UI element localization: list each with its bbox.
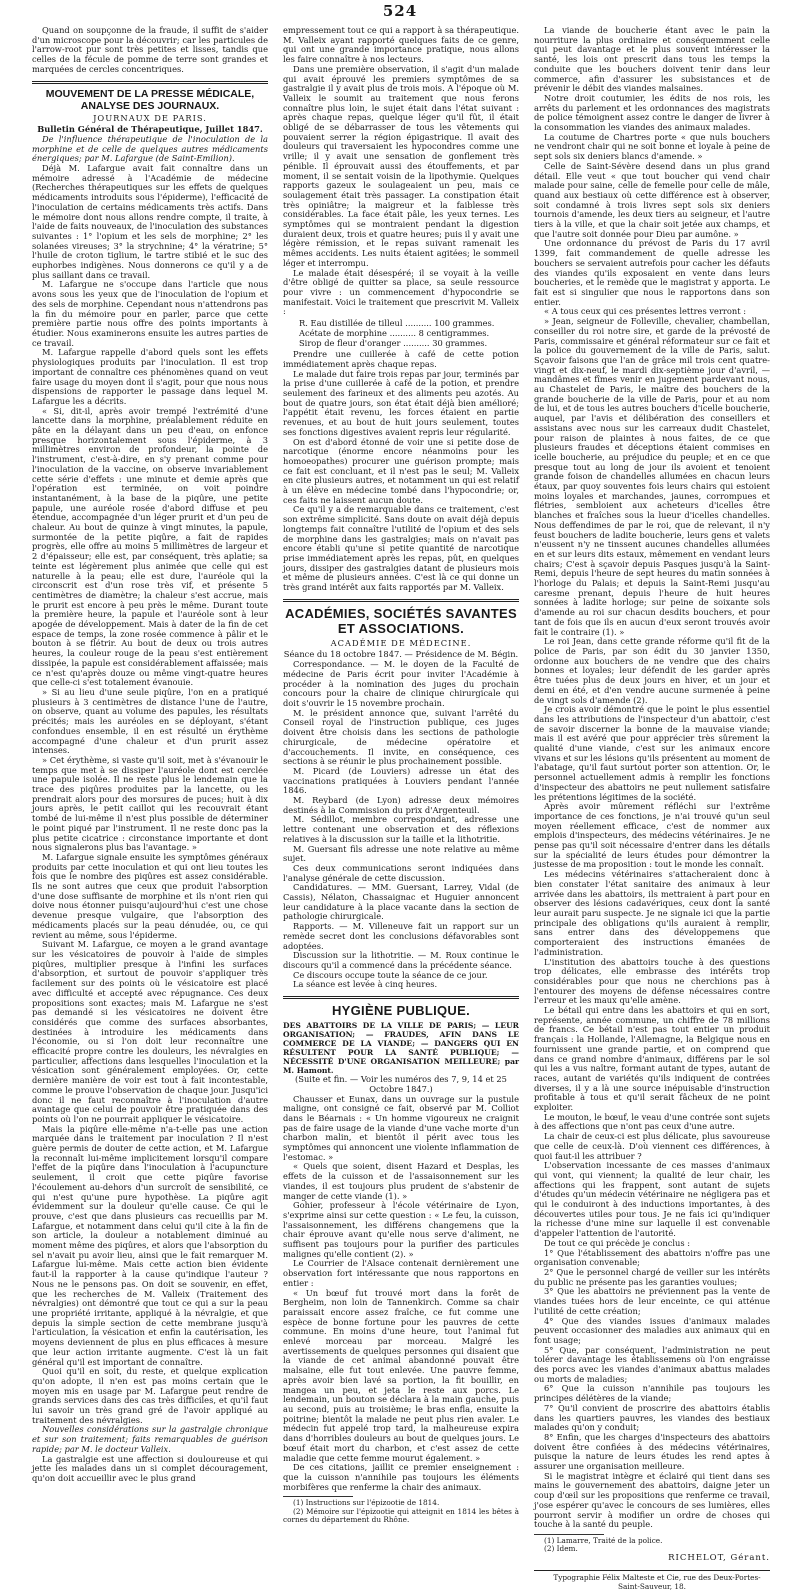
- prescription-line: Sirop de fleur d'oranger .......... 30 grammes.: [299, 337, 488, 348]
- paragraph: Le bétail qui entre dans les abattoirs et qui en sort, représente, année commune, un chiffre de 78 millions de francs. Ce bétail n'est pas tout entier un produit français : la Hollande, l'Allemagne, la Belgique nous en fournissent une grande partie, et on comprend que dans ce grand nombre d'animaux, différens par le sol qui les a vus naître, formant autant de types, autant de races, autant de variétés qu'ils indiquent de contrées diverses, il y a là une source inépuisable d'instruction profitable à tous et qu'il serait fâcheux de ne point exploiter.: [534, 1005, 770, 1113]
- prescription-line: R. Eau distillée de tilleul .......... 100 grammes.: [299, 318, 495, 329]
- paragraph: » Si au lieu d'une seule piqûre, l'on en a pratiqué plusieurs à 3 centimètres de distance l'une de l'autre, on observe, quant au volume des papules, les résultats précités; mais les auréoles en se déployant, s'étant confondues ensemble, il en est résulté un érythème accompagné d'une chaleur et d'un prurit assez intenses.: [32, 687, 268, 756]
- paragraph: La coutume de Chartres porte « que nuls bouchers ne vendront chair qui ne soit bonne et loyale à peine de sept sols six deniers blancs d'amende. »: [534, 131, 770, 162]
- prescription-item: Acétate de morphine: [299, 327, 387, 338]
- paragraph: Candidatures. — MM. Guersant, Larrey, Vidal (de Cassis), Nélaton, Chassaignac et Huguier annoncent leur candidature à la place vacante dans la section de pathologie chirurgicale.: [283, 882, 519, 922]
- footnote-divider: [283, 1496, 353, 1497]
- paragraph: Ce qu'il y a de remarquable dans ce traitement, c'est son extrême simplicité. Sans doute on avait déjà depuis longtemps fait connaître l'utilité de l'opium et des sels de morphine dans les gastralgies; mais on n'avait pas encore établi qu'une si petite quantité de narcotique prise immédiatement après les repas, pût, en quelques jours, dissiper des gastralgies datant de plusieurs mois et même de plusieurs années. C'est là ce qui donne un très grand intérêt aux faits rapportés par M. Valleix.: [283, 504, 519, 593]
- column-1: [32, 25, 268, 1483]
- paragraph: Déjà M. Lafargue avait fait connaître dans un mémoire adressé à l'Académie de médecine (Recherches thérapeutiques sur les effets de quelques médicaments introduits sous l'épiderme), l'efficacité de l'inoculation de certains médicaments très actifs. Dans le mémoire dont nous allons rendre compte, il traite, à l'aide de faits nouveaux, de l'inoculation des substances suivantes : 1° l'opium et les sels de morphine; 2° les solanées vireuses; 3° la strychnine; 4° la vératrine; 5° l'huile de croton tiglium, le tartre stibié et le suc des euphorbes indigènes. Nous donnerons ce qu'il y a de plus saillant dans ce travail.: [32, 163, 268, 280]
- paragraph: Si le magistrat intègre et éclairé qui tient dans ses mains le gouvernement des abattoirs, daigne jeter un coup d'œil sur les propositions que renferme ce travail, j'ose espérer qu'avec le concours de ses lumières, elles pourront servir à modifier un ordre de choses qui touche à la santé du peuple.: [534, 1470, 770, 1530]
- paragraph: Notre droit coutumier, les édits de nos rois, les arrêts du parlement et les ordonnances des magistrats de police témoignent assez contre le danger de livrer à la consommation les viandes des animaux malades.: [534, 92, 770, 133]
- footnote: (2) Mémoire sur l'épizootie qui atteignit en 1814 les bêtes à cornes du département du Rhône.: [283, 1506, 519, 1525]
- intro-paragraph: Quand on soupçonne de la fraude, il suffit de s'aider d'un microscope pour la découvrir; car les particules de l'arrow-root pur sont très petites et lisses, tandis que celles de la fécule de pomme de terre sont grandes et marquées de cercles concentriques.: [32, 25, 268, 74]
- paragraph: Après avoir mûrement réfléchi sur l'extrême importance de ces fonctions, je n'ai trouvé qu'un seul moyen réellement efficace, c'est de nommer aux emplois d'inspecteurs, des médecins vétérinaires. Je ne pense pas qu'il soit nécessaire d'entrer dans les détails sur la spécialité de leurs études pour démontrer la justesse de ma proposition : tout le monde les connaît.: [534, 801, 770, 870]
- prescription-dose: 30 grammes.: [432, 337, 488, 348]
- conclusion-item: 8° Enfin, que les charges d'inspecteurs des abattoirs doivent être confiées à des médecins vétérinaires, puisque la nature de leurs études les rend aptes à assurer une organisation meilleure.: [534, 1431, 770, 1472]
- footnote-divider: [534, 1534, 604, 1535]
- hygiene-article-header: DES ABATTOIRS DE LA VILLE DE PARIS; — LEUR ORGANISATION; — FRAUDES, AFIN DANS LE COMMERCE DE LA VIANDE; — DANGERS QUI EN RÉSULTENT POUR LA SANTÉ PUBLIQUE; — NÉCESSITÉ D'UNE ORGANISATION MEILLEURE; par M. Hamont.: [283, 1021, 519, 1076]
- paragraph: empressement tout ce qui a rapport à sa thérapeutique. M. Valleix ayant rapporté quelques faits de ce genre, qui ont une grande importance pratique, nous allons les faire connaître à nos lecteurs.: [283, 25, 519, 65]
- paragraph: La séance est levée à cinq heures.: [293, 979, 438, 990]
- paragraph: L'observation incessante de ces masses d'animaux qui vont, qui viennent; la qualité de leur chair, les affections qui les frappent, sont autant de sujets d'études qu'un médecin vétérinaire ne négligera pas et qui le conduiront à des inductions importantes, à des découvertes utiles pour tous. Je ne fais ici qu'indiquer la richesse d'une mine sur laquelle il est convenable d'appeler l'attention de l'autorité.: [534, 1160, 770, 1239]
- paragraph: De tout ce qui précède je conclus :: [544, 1237, 691, 1248]
- column-3: [534, 25, 770, 1592]
- paragraph: » Jean, seigneur de Folleville, chevalier, chambellan, conseiller du roi notre sire, et garde de la prévosté de Paris, commissaire et général réformateur sur ce fait et la police du gouvernement de la ville de Paris, salut. Sçavoir faisons que l'an de grâce mil trois cent quatre-vingt et dix-neuf, le mardi dix-septième jour d'avril, — mandâmes et fîmes venir en jugement pardevant nous, au Chastelet de Paris, le maître des bouchers de la grande boucherie de la ville de Paris, pour et au nom de lui, et de tous les autres bouchers d'icelle boucherie, auquel, par l'avis et délibération des conseillers et assistans avec nous sur les carreaux dudit Chastelet, pour raison de plaintes à nous faites, de ce que plusieurs fraudes et déceptions étaient commises en icelle boucherie, au préjudice du peuple; et en ce que presque tout au long de jour ils avoient et tenoient grande foison de chandelles allumées en chacun leurs étaux, par quoy souventes fois leurs chairs qui estoient moins loyales et marchandes, jaunes, corrompues et flétries, sembloient aux acheteurs d'icelles être blanches et fraîches sous la lueur d'icelles chandelles. Nous deffendimes de par le roi, que de relevant, il n'y feust bouchers de ladite boucherie, leurs gens et valets n'eussent n'y ne tinssent aucunes chandelles allumées en et sur leurs dits estaux, mêmement en vendant leurs chairs; C'est à sçavoir depuis Pasques jusqu'à la Saint-Remi, depuis l'heure de sept heures du matin sonnées à l'horloge du Palais; et depuis la Saint-Remi jusqu'au caresme prenant, depuis l'heure de huit heures sonnées à ladite horloge; sur peine de soixante sols d'amende au roi sur chacun desdits bouchers, et pour tant de fois que ils en aucun d'eux seront trouvés avoir fait le contraire (1). »: [534, 316, 770, 637]
- conclusion-item: 4° Que des viandes issues d'animaux malades peuvent occasionner des maladies aux animaux qui en font usage;: [534, 1315, 770, 1345]
- subsection-title-journaux: JOURNAUX DE PARIS.: [93, 112, 207, 123]
- section-divider: [283, 599, 519, 602]
- conclusion-item: 1° Que l'établissement des abattoirs n'offre pas une organisation convenable;: [534, 1247, 770, 1268]
- paragraph: Correspondance. — M. le doyen de la Faculté de médecine de Paris écrit pour inviter l'Académie à procéder à la nomination des juges du prochain concours pour la chaire de clinique chirurgicale qui doit s'ouvrir le 15 novembre prochain.: [283, 659, 519, 708]
- paragraph: M. Lafargue ne s'occupe dans l'article que nous avons sous les yeux que de l'inoculation de l'opium et des sels de morphine. Cependant nous n'attendrons pas la fin du mémoire pour en parler, parce que cette première partie nous offre des points importants à étudier. Nous examinerons ensuite les autres parties de ce travail.: [32, 279, 268, 348]
- conclusion-item: 7° Qu'il convient de proscrire des abattoirs établis dans les quartiers pauvres, les viandes des bestiaux malades qu'on y conduit;: [534, 1402, 770, 1433]
- column-2: [283, 25, 519, 1525]
- article-heading-inoculation: De l'influence thérapeutique de l'inoculation de la morphine et de celle de quelques autres médicaments énergiques; par M. Lafargue (de Saint-Emilion).: [32, 133, 268, 164]
- paragraph: M. Reybard (de Lyon) adresse deux mémoires destinés à la Commission du prix d'Argenteuil.: [283, 795, 519, 815]
- paragraph: M. Lafargue signale ensuite les symptômes généraux produits par cette inoculation et qui ont lieu toutes les fois que le nombre des piqûres est assez considérable. Ils ne sont autres que ceux que produit l'absorption d'une dose suffisante de morphine et ils n'ont rien qui doive nous étonner puisqu'aujourd'hui c'est une chose devenue presque vulgaire, que l'absorption des médicaments placés sur la peau dénudée, ou, ce qui revient au même, sous l'épiderme.: [32, 851, 268, 940]
- paragraph: Celle de Saint-Sévère desend dans un plus grand détail. Elle veut « que tout boucher qui vend chair malade pour saine, celle de femelle pour celle de mâle, quand aux bestiaux où cette différence est à observer, soit condamné à trois livres sept sols six deniers tournois d'amende, les deux tiers au seigneur, et l'autre tiers à la ville, et que la chair soit jetée aux champs, et que l'autre soit donnée pour Dieu par aumône. »: [534, 160, 770, 239]
- conclusion-item: 5° Que, par conséquent, l'administration ne peut tolérer davantage les établissemens où l'on engraisse des porcs avec les viandes d'animaux abattus malades ou morts de maladies;: [534, 1344, 770, 1384]
- paragraph: Mais la piqûre elle-même n'a-t-elle pas une action marquée dans le traitement par inoculation ? Il n'est guère permis de douter de cette action, et M. Lafargue la reconnaît lui-même implicitement lorsqu'il compare l'effet de la piqûre dans l'inoculation à l'acupuncture seulement, il croit que cette piqûre favorise l'écoulement au-dehors d'un surcroît de sensibilité, ce qui n'est qu'une pure hypothèse. La piqûre agit évidemment sur la douleur qu'elle cause. Ce qui le prouve, c'est que dans plusieurs cas recueillis par M. Lafargue, et notamment dans celui qu'il cite à la fin de son article, la douleur a notablement diminué au moment même des piqûres, et alors que l'absorption du sel n'avait pu avoir lieu, ainsi que le fait remarquer M. Lafargue lui-même. Mais cette action bien évidente faut-il la rapporter à la cause qu'indique l'auteur ? Nous ne le pensons pas. On doit se souvenir, en effet, que les recherches de M. Valleix (Traitement des névralgies) ont démontré que tout ce qui a sur la peau une propriété irritante, appliqué à la névralgie, et que depuis la simple section de cette membrane jusqu'à l'articulation, la vésication et enfin la cautérisation, les moyens deviennent de plus en plus efficaces à mesure que leur action irritante augmente. C'est là un fait général qu'il est important de connaître.: [32, 1123, 268, 1367]
- session-line: Séance du 18 octobre 1847. — Présidence de M. Bégin.: [283, 649, 519, 660]
- paragraph: Suivant M. Lafargue, ce moyen a le grand avantage sur les vésicatoires de pouvoir à l'aide de simples piqûres, multiplier presque à l'infini les surfaces d'absorption, et surtout de pouvoir s'appliquer très facilement sur des points où le vésicatoire est placé avec difficulté et accepté avec répugnance. Ces deux propositions sont exactes; mais M. Lafargue ne s'est pas demandé si les vésicatoires ne doivent être considérés que comme des surfaces absorbantes, destinées à introduire les médicaments dans l'économie, ou si l'on doit leur reconnaître une efficacité propre contre les douleurs, les névralgies en particulier, affections dans lesquelles l'inoculation et la vésication sont généralement employées. Or, cette dernière manière de voir est tout à fait incontestable, comme le prouve l'observation de chaque jour. Jusqu'ici donc il ne faut reconnaître à l'inoculation d'autre avantage que celui de pouvoir être pratiquée dans des points où l'on ne pourrait appliquer le vésicatoire.: [32, 939, 268, 1124]
- prescription-block: [299, 319, 519, 348]
- section-title-presse: MOUVEMENT DE LA PRESSE MÉDICALE, ANALYSE DES JOURNAUX.: [45, 87, 255, 112]
- paragraph: » Cet érythème, si vaste qu'il soit, met à s'évanouir le temps que met à se dissiper l'auréole dont est cerclée une papule isolée. Il ne reste plus le lendemain que la trace des piqûres produites par la lancette, ou les prendrait alors pour des morsures de puces; huit à dix jours après, le petit caillot qui les recouvrait étant tombé de lui-même il n'est plus possible de déterminer le point piqué par l'instrument. Il ne reste donc pas la plus petite cicatrice : circonstance importante et dont nous signalerons plus bas l'avantage. »: [32, 754, 268, 853]
- paragraph: L'institution des abattoirs touche à des questions trop délicates, elle embrasse des intérêts trop considérables pour que nous ne cherchions pas à l'entourer des moyens de défense nécessaires contre l'erreur et les maux qu'elle amène.: [534, 956, 770, 1006]
- paragraph: M. Lafargue rappelle d'abord quels sont les effets physiologiques produits par l'inoculation. Il est trop important de connaître ces phénomènes quand on veut faire usage du moyen dont il s'agit, pour que nous nous dispensions de rapporter le passage dans lequel M. Lafargue les a décrits.: [32, 347, 268, 406]
- footnote: (2) Idem.: [544, 1544, 578, 1554]
- hygiene-suite-note: (Suite et fin. — Voir les numéros des 7, 9, 14 et 25 Octobre 1847.): [295, 1074, 507, 1094]
- paragraph: La chair de ceux-ci est plus délicate, plus savoureuse que celle de ceux-là. D'où viennent ces différences, à quoi faut-il les attribuer ?: [534, 1131, 770, 1161]
- prescription-item: R. Eau distillée de tilleul: [299, 318, 403, 329]
- paragraph: Gohier, professeur à l'école vétérinaire de Lyon, s'exprime ainsi sur cette question : « Le feu, la cuisson, l'assaisonnement, les différens changemens que la chair éprouve avant qu'elle nous serve d'aliment, ne suffisent pas toujours pour la purifier des particules malignes qu'elle contient (2). »: [283, 1200, 519, 1259]
- paragraph: Ce discours occupe toute la séance de ce jour.: [293, 969, 488, 980]
- paragraph: M. Sédillot, membre correspondant, adresse une lettre contenant une observation et des réflexions relatives à la discussion sur la taille et la lithotritie.: [283, 814, 519, 844]
- bulletin-line: Bulletin Général de Thérapeutique, Juillet 1847.: [37, 124, 263, 135]
- paragraph: Le Courrier de l'Alsace contenait dernièrement une observation fort intéressante que nous rapportons en entier :: [283, 1258, 519, 1288]
- paragraph: M. Picard (de Louviers) adresse un état des vaccinations pratiquées à Louviers pendant l'année 1846.: [283, 765, 519, 796]
- paragraph: De ces citations, jaillit ce premier enseignement : que la cuisson n'annihile pas toujours les éléments morbifères que renferme la chair des animaux.: [283, 1462, 519, 1492]
- paragraph: « Quels que soient, disent Hazard et Desplas, les effets de la cuisson et de l'assaisonnement sur les viandes, il est toujours plus prudent de s'abstenir de manger de cette viande (1). »: [283, 1161, 519, 1201]
- paragraph: « A tous ceux qui ces présentes lettres verront :: [544, 306, 747, 317]
- section-divider: [32, 81, 268, 84]
- paragraph: M. Guersant fils adresse une note relative au même sujet.: [283, 843, 519, 864]
- paragraph: Chausser et Eunax, dans un ouvrage sur la pustule maligne, ont consigné ce fait, observé par M. Colliot dans le Béarnais : « Un homme vigoureux ne craignit pas de faire usage de la viande d'une vache morte d'un charbon malin, et bientôt il périt avec tous les symptômes qui annoncent une violente inflammation de l'estomac. »: [283, 1093, 519, 1162]
- printer-imprint: Typographie Félix Malteste et Cie, rue des Deux-Portes-Saint-Sauveur, 18.: [553, 1572, 761, 1592]
- paragraph: Une ordonnance du prévost de Paris du 17 avril 1399, fait commandement de quelle adresse les bouchers se servaient autrefois pour cacher les défauts des viandes qu'ils exposaient en vente dans leurs boucheries, et le remède que le magistrat y apporta. Le fait est si singulier que nous le rapportons dans son entier.: [534, 238, 770, 307]
- paragraph: Quoi qu'il en soit, du reste, et quelque explication qu'on adopte, il n'en est pas moins certain que le moyen mis en usage par M. Lafargue peut rendre de grands services dans des cas très difficiles, et qu'il faut lui savoir un très grand gré de l'avoir appliqué au traitement des névralgies.: [32, 1366, 268, 1425]
- paragraph: On est d'abord étonné de voir une si petite dose de narcotique (énorme encore néanmoins pour les homoeopathes) procurer une guérison prompte; mais ce fait est concluant, et il n'est pas le seul; M. Valleix en cite plusieurs autres, et notamment un qui est relatif à un élève en médecine tombé dans l'hypocondrie; or, ces faits ne laissent aucun doute.: [283, 436, 519, 505]
- conclusion-item: 3° Que les abattoirs ne préviennent pas la vente de viandes tuées hors de leur enceinte, ce qui atténue l'utilité de cette création;: [534, 1286, 770, 1316]
- paragraph: Le malade était désespéré; il se voyait à la veille d'être obligé de quitter sa place, sa seule ressource pour vivre : un commencement d'hypocondrie se manifestait. Voici le traitement que prescrivit M. Valleix :: [283, 267, 519, 317]
- prescription-dose: 8 centigrammes.: [418, 327, 490, 338]
- paragraph: La gastralgie est une affection si douloureuse et qui jette les malades dans un si complet découragement, qu'on doit accueillir avec le plus grand: [32, 1453, 268, 1483]
- paragraph: « Un bœuf fut trouvé mort dans la forêt de Bergheim, non loin de Tannenkirch. Comme sa chair paraissait encore assez fraîche, ce fut comme une espèce de bonne fortune pour les pauvres de cette commune. En moins d'une heure, tout l'animal fut enlevé morceau par morceau. Malgré les avertissements de quelques personnes qui disaient que la viande de cet animal abandonné pouvait être malsaine, elle fut tout enlevée. Une pauvre femme, après avoir bien lavé sa portion, la fit bouillir, en mangea un peu, et jeta le reste aux porcs. Le lendemain, un bouton se déclara à la main gauche, puis au second, puis au troisième; le bras enfla, ensuite la poitrine; bientôt la malade ne peut plus rien avaler. Le médecin fut appelé trop tard, la malheureuse expira dans d'horribles douleurs au bout de quelques jours. Le bœuf était mort du charbon, et c'est assez de cette maladie que cette femme mourut également. »: [283, 1287, 519, 1463]
- paragraph: Je crois avoir démontré que le point le plus essentiel dans les attributions de l'inspecteur d'un abattoir, c'est de savoir discerner la bonne de la mauvaise viande; mais il est avéré que pour apprécier très sûrement la qualité d'une viande, c'est sur les animaux encore vivans et sur les lésions qu'ils présentent au moment de l'abatage, qu'il faut surtout porter son attention. Or, le personnel actuellement admis à remplir les fonctions d'inspecteur des abattoirs ne peut nullement satisfaire les prétentions légitimes de la société.: [534, 704, 770, 802]
- imprint-divider: [534, 1570, 770, 1571]
- prescription-line: Acétate de morphine .......... 8 centigrammes.: [299, 327, 490, 338]
- footnote: (1) Lamarre, Traité de la police.: [544, 1535, 663, 1545]
- conclusion-item: 6° Que la cuisson n'annihile pas toujours les principes délétères de la viande;: [534, 1383, 770, 1404]
- section-title-academies: ACADÉMIES, SOCIÉTÉS SAVANTES ET ASSOCIATIONS.: [285, 605, 517, 636]
- paragraph: Discussion sur la lithotritie. — M. Roux continue le discours qu'il a commencé dans la précédente séance.: [283, 950, 519, 970]
- prescription-dose: 100 grammes.: [434, 318, 495, 329]
- paragraph: Dans une première observation, il s'agit d'un malade qui avait éprouvé les premiers symptômes de sa gastralgie il y avait plus de trois mois. A l'époque où M. Valleix le soumit au traitement que nous ferons connaître plus loin, le sujet était dans l'état suivant : après chaque repas, quelque léger qu'il fût, il était obligé de se débarrasser de tous les vêtements qui pouvaient serrer la région épigastrique. Il avait des douleurs qui traversaient les hypocondres comme une vrille; il y avait une sensation de gonflement très pénible. Il éprouvait aussi des étouffements, et par moment, il se sentait voisin de la lipothymie. Quelques rapports gazeux le soulageaient un peu, mais ce soulagement était très passager. La constipation était très opiniâtre; la maigreur et la faiblesse très considérables. La face était pâle, les yeux ternes. Les symptômes qui se montraient pendant la digestion duraient deux, trois et quatre heures; puis il y avait une légère rémission, et le repas suivant ramenait les mêmes accidents. Les nuits étaient agitées; le sommeil léger et interrompu.: [283, 63, 519, 268]
- paragraph: Les médecins vétérinaires s'attacheraient donc à bien constater l'état sanitaire des animaux à leur arrivée dans les abattoirs, ils mettraient à part pour en observer des lésions cadavériques, ceux dont la santé leur aurait paru suspecte. Je ne signale ici que la partie principale des obligations qu'ils auraient à remplir, sans entrer dans des développemens que comporteraient des instructions émanées de l'administration.: [534, 869, 770, 957]
- editor-signature: RICHELOT, Gérant.: [668, 1552, 770, 1563]
- subsection-title-academie: ACADÉMIE DE MÉDECINE.: [330, 637, 472, 648]
- paragraph: Le malade dut faire trois repas par jour, terminés par la prise d'une cuillerée à café de la potion, et prendre seulement des farineux et des aliments peu azotés. Au bout de quatre jours, son état était déjà bien amélioré; l'appétit était revenu, les forces étaient en partie revenues, et au bout de huit jours seulement, toutes ses fonctions digestives avaient repris leur régularité.: [283, 368, 519, 437]
- section-title-hygiene: HYGIÈNE PUBLIQUE.: [331, 1003, 470, 1019]
- footnote: (1) Instructions sur l'épizootie de 1814.: [293, 1498, 440, 1508]
- prescription-item: Sirop de fleur d'oranger: [299, 337, 401, 348]
- paragraph: Prendre une cuillerée à café de cette potion immédiatement après chaque repas.: [283, 349, 519, 369]
- page-number: 524: [382, 2, 418, 20]
- paragraph: Ces deux communications seront indiquées dans l'analyse générale de cette discussion.: [283, 862, 519, 883]
- article-heading-gastralgie: Nouvelles considérations sur la gastralgie chronique et sur son traitement; faits remarquables de guérison rapide; par M. le docteur Valleix.: [32, 1424, 268, 1454]
- section-divider: [283, 996, 519, 999]
- paragraph: Rapports. — M. Villeneuve fait un rapport sur un remède secret dont les conclusions défavorables sont adoptées.: [283, 921, 519, 951]
- conclusion-item: 2° Que le personnel chargé de veiller sur les intérêts du public ne présente pas les garanties voulues;: [534, 1267, 770, 1287]
- paragraph: La viande de boucherie étant avec le pain la nourriture la plus ordinaire et conséquemment celle qui peut davantage et le plus souvent intéresser la santé, les lois ont prescrit dans tous les temps la conduite que les bouchers doivent tenir dans leur commerce, afin d'assurer les subsistances et de prévenir le débit des viandes malsaines.: [534, 25, 770, 94]
- paragraph: Le roi Jean, dans cette grande réforme qu'il fit de la police de Paris, par son édit du 30 janvier 1350, ordonne aux bouchers de ne vendre que des chairs bonnes et loyales; leur défendit de les garder après être tuées plus de deux jours en hiver, et un jour et demi en été, et d'en vendre aucune surmenée à peine de vingt sols d'amende (2).: [534, 636, 770, 705]
- paragraph: Le mouton, le bœuf, le veau d'une contrée sont sujets à des affections que n'ont pas ceux d'une autre.: [534, 1111, 770, 1132]
- paragraph: M. le président annonce que, suivant l'arrêté du Conseil royal de l'instruction publique, ces juges doivent être choisis dans les sections de pathologie chirurgicale, de médecine opératoire et d'accouchements. Il invite, en conséquence, ces sections à se réunir le plus prochainement possible.: [283, 707, 519, 767]
- paragraph: « Si, dit-il, après avoir trempé l'extrémité d'une lancette dans la morphine, préalablement réduite en pâte en la délayant dans un peu d'eau, on enfonce presque horizontalement sous l'épiderme, à 3 millimètres environ de profondeur, la pointe de l'instrument, c'est-à-dire, en s'y prenant comme pour l'inoculation de la vaccine, on observe invariablement cette série d'effets : une minute et demie après que l'opération est terminée, on voit poindre instantanément, à la base de la piqûre, une petite papule, une auréole rosée d'abord diffuse et peu étendue, accompagnée d'un léger prurit et d'un peu de chaleur. Au bout de quinze à vingt minutes, la papule, surmontée de la petite piqûre, a fait de rapides progrès, elle offre au moins 5 millimètres de largeur et 2 d'épaisseur; elle est, par conséquent, très aplatie; sa teinte est légèrement plus animée que celle qui est naturelle à la peau; elle est dure, l'auréole qui la circonscrit est d'un rose très vif, et présente 5 centimètres de diamètre; la chaleur s'est accrue, mais le prurit est encore à peu près le même. Durant toute la première heure, la papule et l'auréole sont à leur apogée de développement. Mais à dater de la fin de cet espace de temps, la zone rosée commence à pâlir et le bouton à se flétrir. Au bout de deux ou trois autres heures, la couleur rouge de la peau s'est entièrement dissipée, la papule est considérablement affaissée; mais ce n'est qu'après douze ou même vingt-quatre heures que celle-ci s'est totalement évanouie.: [32, 405, 268, 688]
